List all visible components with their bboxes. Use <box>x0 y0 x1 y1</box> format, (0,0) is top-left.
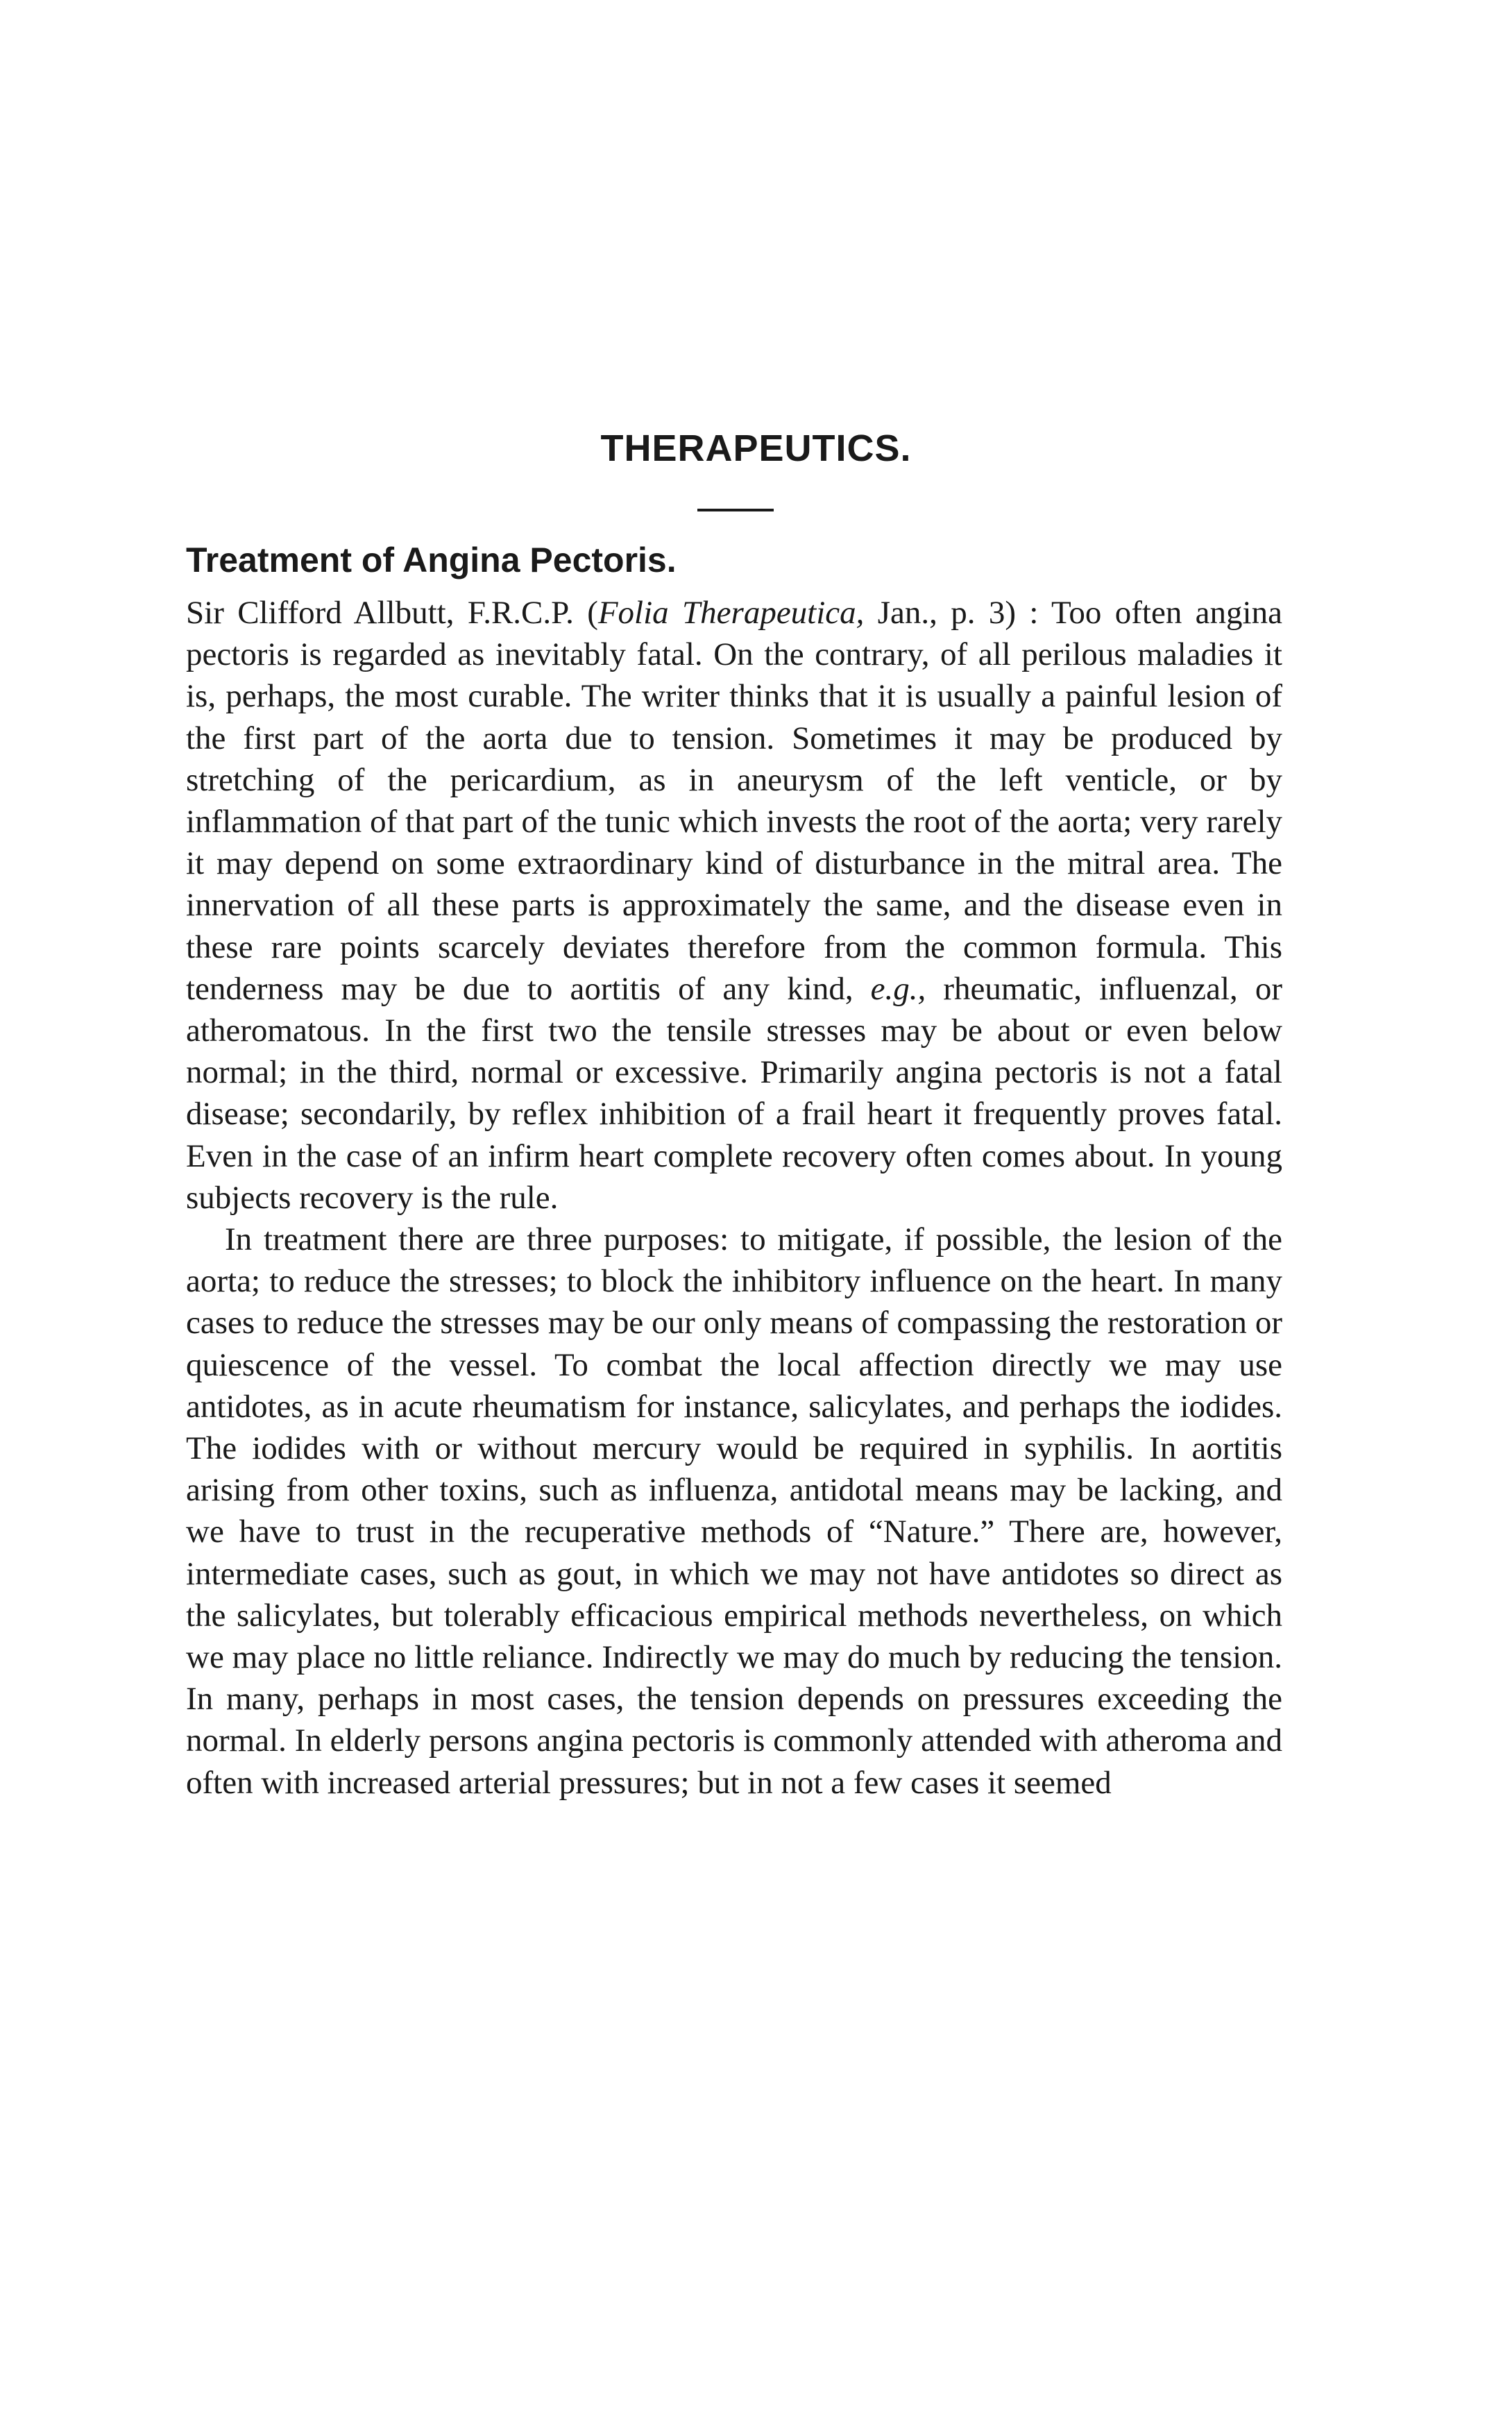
article-body <box>186 592 1282 1804</box>
citation <box>186 595 1038 631</box>
section-title: THERAPEUTICS. <box>600 427 912 469</box>
citation-author: Sir Clifford Allbutt, F.R.C.P. <box>186 595 574 631</box>
paragraph-1 <box>186 592 1282 1219</box>
paragraph-1-eg: e.g., <box>870 970 926 1007</box>
paragraph-1-text: Too often angina pectoris is regarded as inevitably fatal. On the contrary, of all perilous maladies it is, perhaps, the most curable. The writer thinks that it is usually a painful lesion of the first part of the aorta due to tension. Sometimes it may be produced by stretching of the pericardium, as in aneurysm of the left venticle, or by inflammation of that part of the tunic which invests the root of the aorta; very rarely it may depend on some extraordinary kind of disturbance in the mitral area. The innervation of all these parts is approximately the same, and the disease even in these rare points scarcely deviates therefore from the common formula. This tenderness may be due to aortitis of any kind, <box>186 595 1282 1007</box>
title-divider <box>697 509 774 511</box>
article-heading: Treatment of Angina Pectoris. <box>186 541 677 579</box>
paragraph-1-continued: rheumatic, influenzal, or atheromatous. In the first two the tensile stresses may be about or even below normal; in the third, normal or excessive. Primarily angina pectoris is not a fatal disease; secondarily, by reflex inhibition of a frail heart it frequently proves fatal. Even in the case of an infirm heart complete recovery often comes about. In young subjects recovery is the rule. <box>186 970 1282 1216</box>
citation-details: Jan., p. 3) : <box>877 595 1039 631</box>
citation-open-paren: ( <box>587 595 598 631</box>
citation-journal: Folia Therapeutica, <box>597 595 865 631</box>
paragraph-2: In treatment there are three purposes: to mitigate, if possible, the lesion of the aorta; to reduce the stresses; to block the inhibitory influence on the heart. In many cases to reduce the stresses may be our only means of compassing the restoration or quiescence of the vessel. To combat the local affection directly we may use antidotes, as in acute rheumatism for instance, salicylates, and perhaps the iodides. The iodides with or without mercury would be required in syphilis. In aortitis arising from other toxins, such as influenza, antidotal means may be lacking, and we have to trust in the recuperative methods of “Nature.” There are, however, intermediate cases, such as gout, in which we may not have antidotes so direct as the salicylates, but tolerably efficacious empirical methods nevertheless, on which we may place no little reliance. Indirectly we may do much by reducing the tension. In many, perhaps in most cases, the tension depends on pressures exceeding the normal. In elderly persons angina pectoris is commonly attended with atheroma and often with increased arterial pressures; but in not a few cases it seemed <box>186 1221 1282 1801</box>
